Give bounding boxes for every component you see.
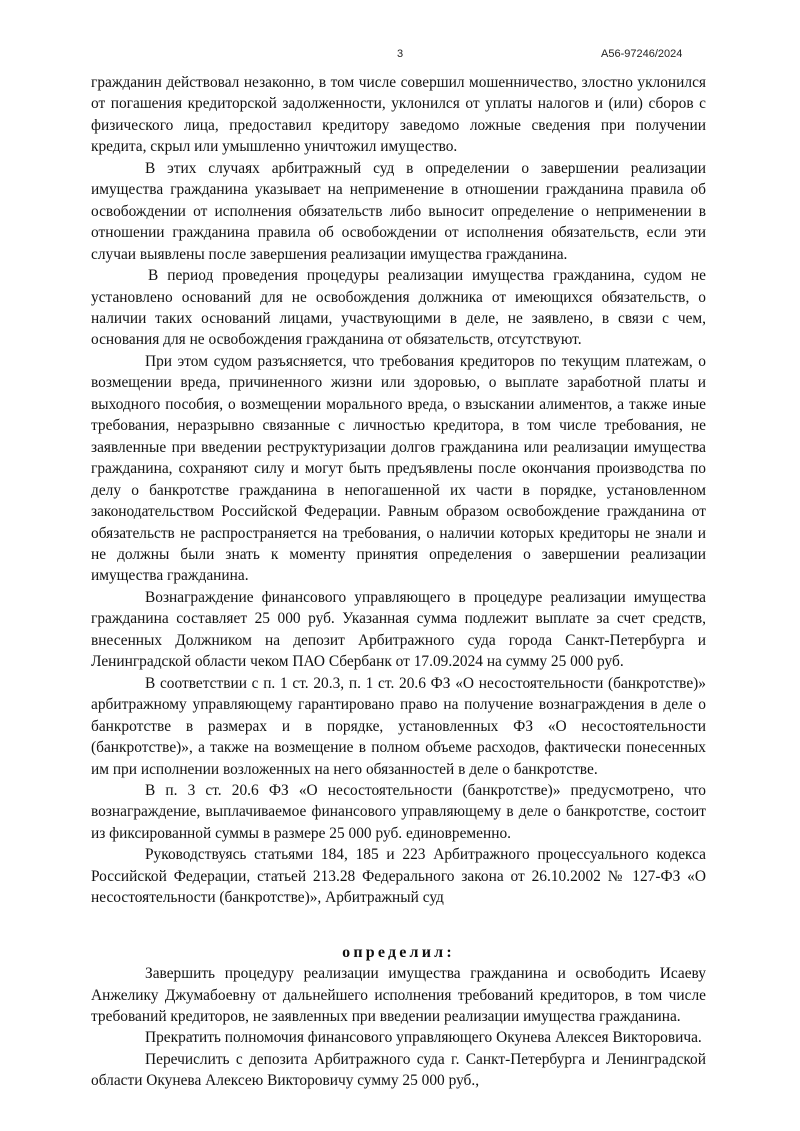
paragraph-guided-by: Руководствуясь статьями 184, 185 и 223 Арбитражного процессуального кодекса Российской Федерации, статьей 213.28 Федерального закона от 26.10.2002 № 127-ФЗ «О несостоятельности (банкротстве)», Арбитражный суд (91, 846, 706, 907)
page-number: 3 (397, 48, 404, 60)
paragraph-fixed-sum: В п. 3 ст. 20.6 ФЗ «О несостоятельности (банкротстве)» предусмотрено, что вознаграждение, выплачиваемое финансового управляющему в деле о банкротстве, состоит из фиксированной суммы в размере 25 000 руб. единовременно. (91, 781, 706, 842)
document-body (91, 72, 706, 1092)
paragraph-continuation: гражданин действовал незаконно, в том числе совершил мошенничество, злостно уклонился от погашения кредиторской задолженности, уклонился от уплаты налогов и (или) сборов с физического лица, предоставил кредитору заведомо ложные сведения при получении кредита, скрыл или умышленно уничтожил имущество. (91, 74, 706, 156)
spacer (91, 909, 706, 929)
decision-complete-procedure: Завершить процедуру реализации имущества гражданина и освободить Исаеву Анжелику Джумабоевну от дальнейшего исполнения требований кредиторов, в том числе требований кредиторов, не заявленных при введении реализации имущества гражданина. (91, 965, 706, 1026)
decision-terminate-powers: Прекратить полномочия финансового управляющего Окунева Алексея Викторовича. (145, 1029, 702, 1047)
decision-heading: определил: (342, 943, 455, 961)
paragraph-creditor-claims: При этом судом разъясняется, что требования кредиторов по текущим платежам, о возмещении вреда, причиненного жизни или здоровью, о выплате заработной платы и выходного пособия, о возмещении морального вреда, о взыскании алиментов, а также иные требования, неразрывно связанные с личностью кредитора, в том числе требования, не заявленные при введении реструктуризации долгов гражданина или реализации имущества гражданина, сохраняют силу и могут быть предъявлены после окончания производства по делу о банкротстве гражданина в непогашенной их части в порядке, установленном законодательством Российской Федерации. Равным образом освобождение гражданина от обязательств не распространяется на требования, о наличии которых кредиторы не знали и не должны были знать к моменту принятия определения о завершении реализации имущества гражданина. (91, 352, 706, 585)
paragraph-law-reference: В соответствии с п. 1 ст. 20.3, п. 1 ст. 20.6 ФЗ «О несостоятельности (банкротстве)» арбитражному управляющему гарантировано право на получение вознаграждения в деле о банкротстве в размерах и в порядке, установленных ФЗ «О несостоятельности (банкротстве)», а также на возмещение в полном объеме расходов, фактически понесенных им при исполнении возложенных на него обязанностей в деле о банкротстве. (91, 674, 706, 778)
paragraph-cases: В этих случаях арбитражный суд в определении о завершении реализации имущества гражданина указывает на неприменение в отношении гражданина правила об освобождении от исполнения обязательств либо выносит определение о неприменении в отношении гражданина правила об освобождении от исполнения обязательств, если эти случаи выявлены после завершения реализации имущества гражданина. (91, 159, 706, 263)
paragraph-procedure-period: В период проведения процедуры реализации имущества гражданина, судом не установлено оснований для не освобождения должника от имеющихся обязательств, о наличии таких оснований лицами, участвующими в деле, не заявлено, в связи с чем, основания для не освобождения гражданина от обязательств, отсутствуют. (91, 267, 706, 349)
paragraph-remuneration: Вознаграждение финансового управляющего в процедуре реализации имущества гражданина составляет 25 000 руб. Указанная сумма подлежит выплате за счет средств, внесенных Должником на депозит Арбитражного суда города Санкт-Петербурга и Ленинградской области чеком ПАО Сбербанк от 17.09.2024 на сумму 25 000 руб. (91, 588, 706, 671)
decision-transfer-funds: Перечислить с депозита Арбитражного суда г. Санкт-Петербурга и Ленинградской области Окунева Алексею Викторовичу сумму 25 000 руб., (91, 1050, 706, 1090)
case-number: А56-97246/2024 (601, 48, 683, 60)
